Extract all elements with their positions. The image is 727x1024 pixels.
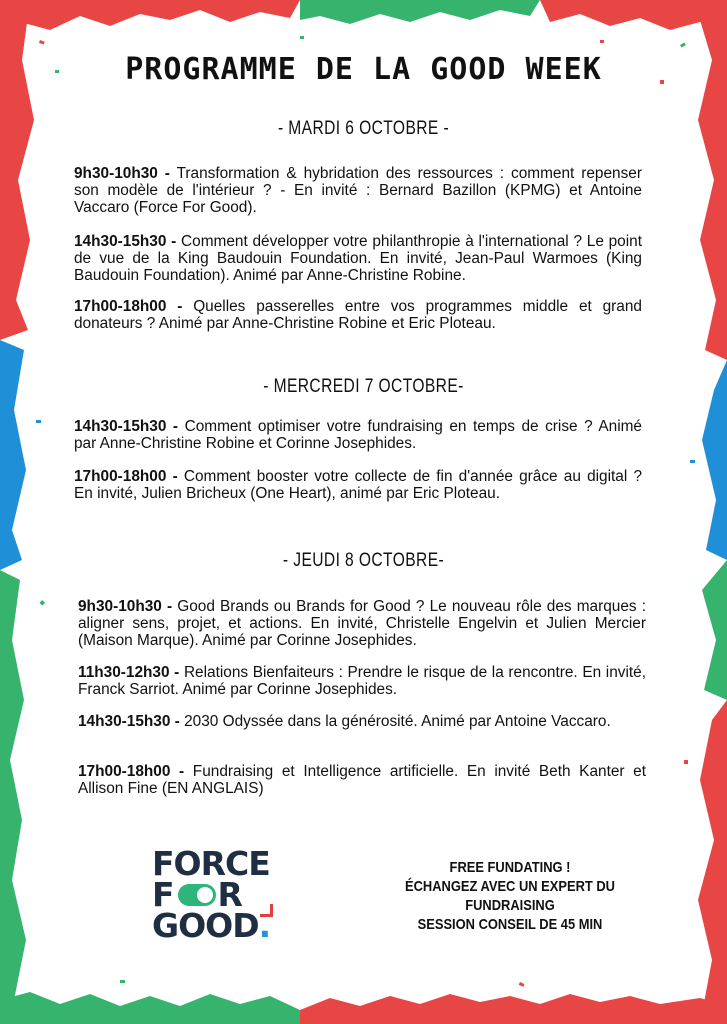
session-item — [78, 713, 646, 730]
session-item — [74, 418, 642, 452]
session-time: 17h00-18h00 - — [74, 468, 178, 485]
logo-good-text: GOOD — [152, 906, 259, 945]
session-time: 14h30-15h30 - — [78, 713, 180, 730]
border-right-red-low — [698, 700, 727, 1024]
session-description: Relations Bienfaiteurs : Prendre le risque de la rencontre. En invité, Franck Sarriot. Animé par Corinne Josephides. — [78, 664, 646, 698]
border-left-blue — [0, 340, 26, 570]
border-left-green — [0, 570, 26, 1024]
logo-dot: . — [258, 906, 271, 945]
logo-word-good — [152, 906, 272, 945]
session-time: 9h30-10h30 - — [74, 165, 170, 182]
promo-block — [381, 858, 639, 934]
session-time: 9h30-10h30 - — [78, 598, 173, 615]
border-left-red — [0, 0, 34, 340]
border-top-green — [300, 0, 540, 24]
day-heading-wednesday: - MERCREDI 7 OCTOBRE- — [263, 376, 464, 397]
promo-line-1: FREE FUNDATING ! — [449, 859, 571, 876]
session-description: Transformation & hybridation des ressources : comment repenser son modèle de l'intérieur ? - En invité : Bernard Bazillon (KPMG) et Antoine Vaccaro (Force For Good). — [74, 165, 642, 216]
border-top-red-right — [540, 0, 727, 30]
border-right-blue — [702, 360, 727, 560]
border-top-red — [0, 0, 300, 34]
session-time: 17h00-18h00 - — [78, 763, 185, 780]
promo-line-2: ÉCHANGEZ AVEC UN EXPERT DU FUNDRAISING — [404, 878, 616, 914]
force-for-good-logo — [152, 844, 272, 945]
border-bottom-green — [0, 992, 300, 1024]
day-heading-tuesday: - MARDI 6 OCTOBRE - — [277, 118, 450, 139]
logo-word-force: FORCE — [152, 844, 270, 883]
page-title: PROGRAMME DE LA GOOD WEEK — [125, 52, 602, 87]
session-time: 14h30-15h30 - — [74, 418, 179, 435]
day-heading-thursday: - JEUDI 8 OCTOBRE- — [282, 550, 445, 571]
border-bottom-red — [300, 994, 727, 1024]
session-description: Comment développer votre philanthropie à l'international ? Le point de vue de la King Baudouin Foundation. En invité, Jean-Paul Warmoes (King Baudouin Foundation). Animé par Anne-Christine Robine. — [74, 233, 642, 284]
session-time: 17h00-18h00 - — [74, 298, 183, 315]
session-time: 11h30-12h30 - — [78, 664, 180, 681]
session-item — [78, 763, 646, 797]
session-item — [74, 298, 642, 332]
session-description: 2030 Odyssée dans la générosité. Animé par Antoine Vaccaro. — [179, 713, 611, 730]
session-item — [74, 165, 642, 216]
session-item — [74, 233, 642, 284]
session-description: Good Brands ou Brands for Good ? Le nouveau rôle des marques : aligner sens, projet, et actions. En invité, Christelle Engelvin et Julien Mercier (Maison Marque). Animé par Corinne Josephides. — [78, 598, 646, 649]
logo-letter-r: R — [217, 875, 242, 914]
toggle-icon — [178, 884, 216, 906]
border-right-green — [702, 560, 727, 700]
logo-letter-f: F — [152, 875, 174, 914]
corner-bracket-icon — [260, 904, 273, 917]
session-time: 14h30-15h30 - — [74, 233, 177, 250]
session-description: Comment optimiser votre fundraising en temps de crise ? Animé par Anne-Christine Robine et Corinne Josephides. — [74, 418, 642, 452]
session-description: Fundraising et Intelligence artificielle. En invité Beth Kanter et Allison Fine (EN ANGLAIS) — [78, 763, 646, 797]
session-description: Comment booster votre collecte de fin d'année grâce au digital ? En invité, Julien Bricheux (One Heart), animé par Eric Ploteau. — [74, 468, 642, 502]
session-item — [74, 468, 642, 502]
session-item — [78, 598, 646, 649]
session-description: Quelles passerelles entre vos programmes middle et grand donateurs ? Animé par Anne-Christine Robine et Eric Ploteau. — [74, 298, 642, 332]
session-item — [78, 664, 646, 698]
promo-line-3: SESSION CONSEIL DE 45 MIN — [417, 916, 603, 933]
